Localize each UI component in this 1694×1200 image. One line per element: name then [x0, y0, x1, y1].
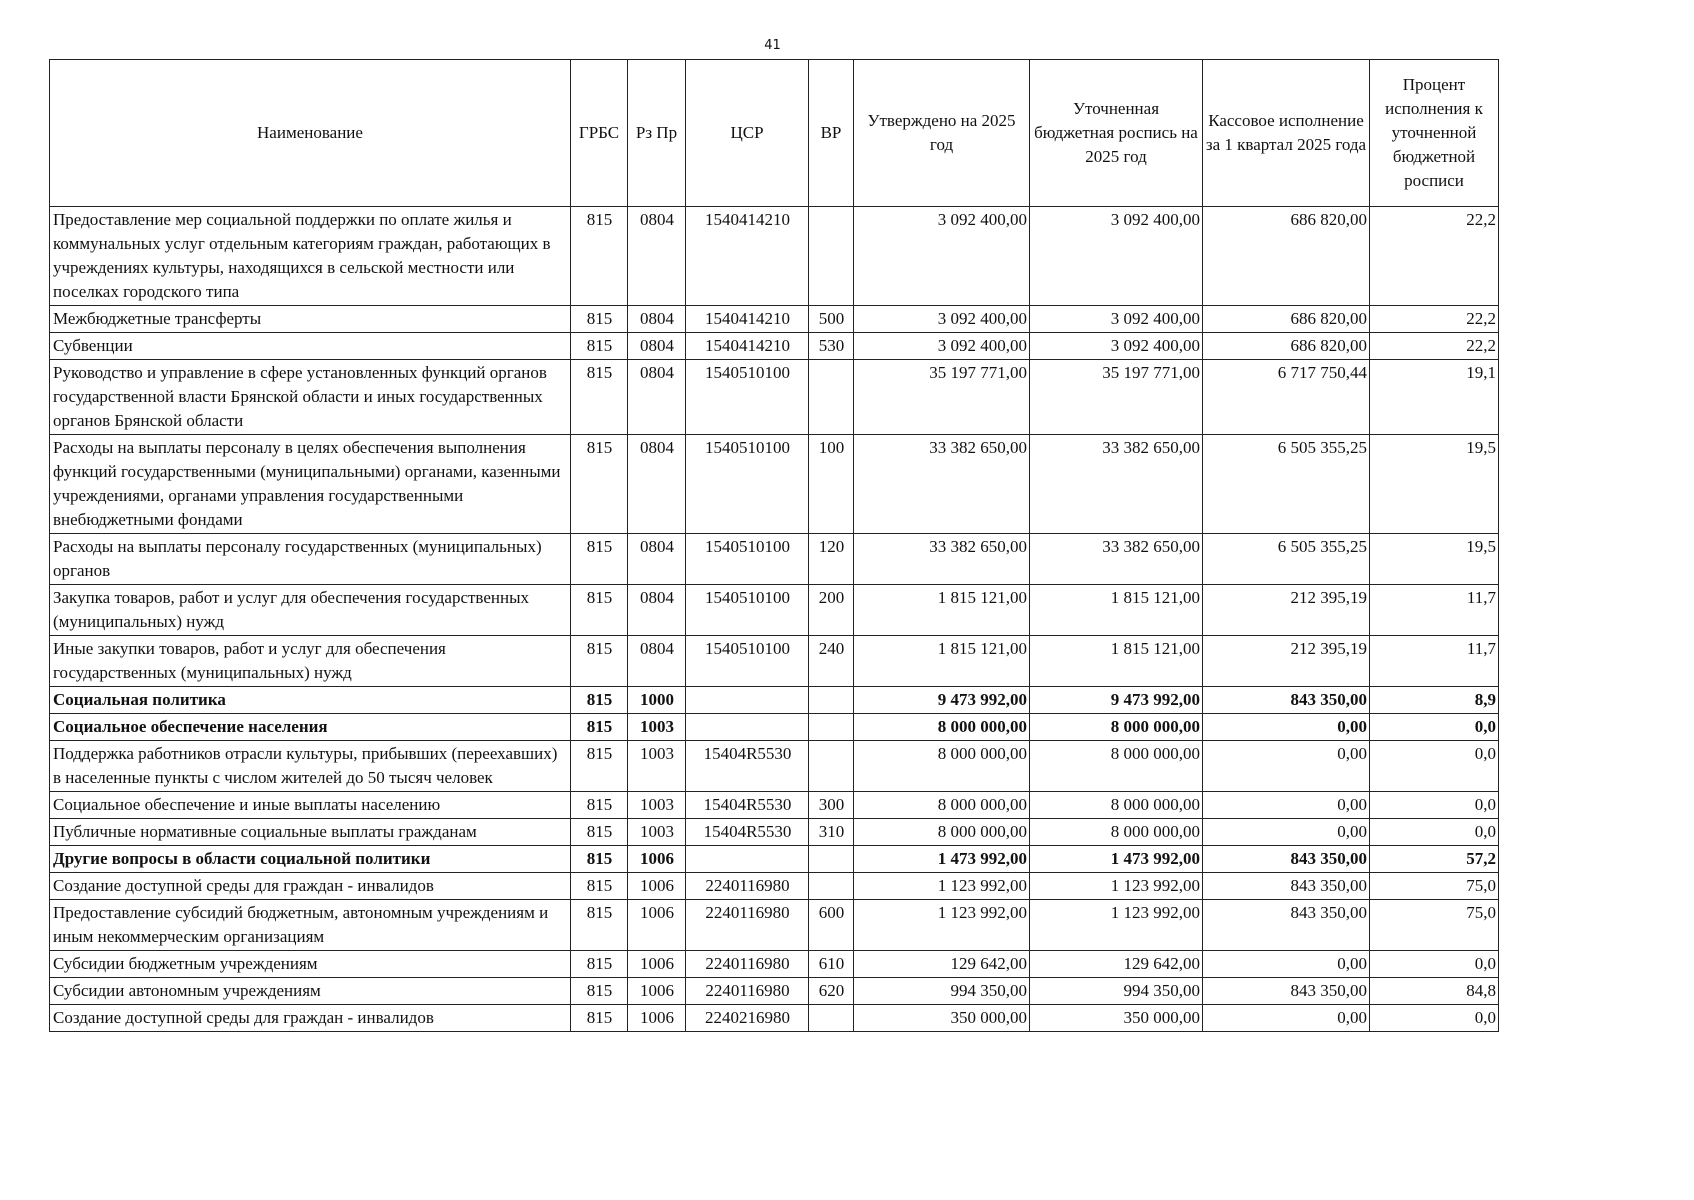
table-row	[50, 873, 1499, 900]
cell-csr: 1540510100	[686, 360, 809, 435]
cell-name: Расходы на выплаты персоналу в целях обеспечения выполнения функций государственными (муниципальными) органами, казенными учреждениями, органами управления государственными внебюджетными фондами	[50, 435, 571, 534]
cell-grbs: 815	[571, 792, 628, 819]
cell-grbs: 815	[571, 306, 628, 333]
cell-vr: 200	[809, 585, 854, 636]
header-name: Наименование	[50, 60, 571, 207]
cell-vr: 600	[809, 900, 854, 951]
cell-name: Субсидии бюджетным учреждениям	[50, 951, 571, 978]
cell-grbs: 815	[571, 1005, 628, 1032]
cell-percent: 0,0	[1370, 951, 1499, 978]
cell-approved: 8 000 000,00	[854, 741, 1030, 792]
cell-vr	[809, 741, 854, 792]
cell-vr: 530	[809, 333, 854, 360]
cell-refined: 350 000,00	[1030, 1005, 1203, 1032]
cell-grbs: 815	[571, 435, 628, 534]
cell-refined: 3 092 400,00	[1030, 306, 1203, 333]
cell-grbs: 815	[571, 687, 628, 714]
cell-approved: 350 000,00	[854, 1005, 1030, 1032]
cell-grbs: 815	[571, 951, 628, 978]
cell-csr: 2240116980	[686, 978, 809, 1005]
cell-cash: 686 820,00	[1203, 333, 1370, 360]
cell-approved: 129 642,00	[854, 951, 1030, 978]
table-row	[50, 792, 1499, 819]
cell-approved: 3 092 400,00	[854, 306, 1030, 333]
cell-approved: 1 123 992,00	[854, 873, 1030, 900]
cell-rzpr: 0804	[628, 333, 686, 360]
cell-name: Субвенции	[50, 333, 571, 360]
cell-csr: 15404R5530	[686, 741, 809, 792]
cell-cash: 686 820,00	[1203, 207, 1370, 306]
cell-refined: 129 642,00	[1030, 951, 1203, 978]
cell-cash: 843 350,00	[1203, 687, 1370, 714]
cell-refined: 8 000 000,00	[1030, 741, 1203, 792]
cell-percent: 22,2	[1370, 207, 1499, 306]
cell-rzpr: 1006	[628, 1005, 686, 1032]
cell-csr: 2240216980	[686, 1005, 809, 1032]
cell-cash: 686 820,00	[1203, 306, 1370, 333]
cell-csr	[686, 714, 809, 741]
cell-approved: 35 197 771,00	[854, 360, 1030, 435]
cell-grbs: 815	[571, 900, 628, 951]
cell-vr: 310	[809, 819, 854, 846]
cell-refined: 1 123 992,00	[1030, 873, 1203, 900]
cell-cash: 0,00	[1203, 792, 1370, 819]
table-row	[50, 306, 1499, 333]
header-grbs: ГРБС	[571, 60, 628, 207]
cell-rzpr: 1006	[628, 978, 686, 1005]
table-row	[50, 333, 1499, 360]
cell-name: Социальное обеспечение населения	[50, 714, 571, 741]
cell-grbs: 815	[571, 333, 628, 360]
cell-approved: 994 350,00	[854, 978, 1030, 1005]
cell-approved: 33 382 650,00	[854, 435, 1030, 534]
cell-rzpr: 0804	[628, 534, 686, 585]
table-row	[50, 741, 1499, 792]
cell-grbs: 815	[571, 714, 628, 741]
table-row	[50, 207, 1499, 306]
cell-csr: 15404R5530	[686, 819, 809, 846]
cell-rzpr: 0804	[628, 636, 686, 687]
cell-name: Предоставление мер социальной поддержки по оплате жилья и коммунальных услуг отдельным категориям граждан, работающих в учреждениях культуры, находящихся в сельской местности или поселках городского типа	[50, 207, 571, 306]
cell-vr: 500	[809, 306, 854, 333]
cell-name: Иные закупки товаров, работ и услуг для обеспечения государственных (муниципальных) нужд	[50, 636, 571, 687]
table-row	[50, 687, 1499, 714]
cell-cash: 843 350,00	[1203, 873, 1370, 900]
cell-rzpr: 0804	[628, 360, 686, 435]
cell-csr: 2240116980	[686, 951, 809, 978]
cell-rzpr: 1006	[628, 951, 686, 978]
cell-cash: 212 395,19	[1203, 636, 1370, 687]
header-approved: Утверждено на 2025 год	[854, 60, 1030, 207]
cell-rzpr: 0804	[628, 207, 686, 306]
cell-cash: 0,00	[1203, 1005, 1370, 1032]
cell-vr	[809, 360, 854, 435]
table-row	[50, 900, 1499, 951]
cell-vr: 240	[809, 636, 854, 687]
cell-name: Другие вопросы в области социальной политики	[50, 846, 571, 873]
cell-csr: 1540510100	[686, 534, 809, 585]
cell-vr	[809, 846, 854, 873]
table-row	[50, 435, 1499, 534]
cell-grbs: 815	[571, 585, 628, 636]
cell-vr	[809, 687, 854, 714]
cell-name: Предоставление субсидий бюджетным, автономным учреждениям и иным некоммерческим организациям	[50, 900, 571, 951]
cell-approved: 33 382 650,00	[854, 534, 1030, 585]
cell-csr: 2240116980	[686, 873, 809, 900]
cell-cash: 0,00	[1203, 714, 1370, 741]
cell-name: Социальная политика	[50, 687, 571, 714]
cell-approved: 1 123 992,00	[854, 900, 1030, 951]
cell-rzpr: 0804	[628, 585, 686, 636]
cell-rzpr: 1006	[628, 900, 686, 951]
cell-name: Расходы на выплаты персоналу государственных (муниципальных) органов	[50, 534, 571, 585]
page-number: 41	[764, 38, 781, 53]
cell-vr: 100	[809, 435, 854, 534]
header-csr: ЦСР	[686, 60, 809, 207]
cell-refined: 3 092 400,00	[1030, 333, 1203, 360]
cell-percent: 19,5	[1370, 435, 1499, 534]
cell-name: Публичные нормативные социальные выплаты гражданам	[50, 819, 571, 846]
cell-grbs: 815	[571, 534, 628, 585]
cell-cash: 6 505 355,25	[1203, 534, 1370, 585]
table-row	[50, 714, 1499, 741]
cell-vr	[809, 714, 854, 741]
cell-csr: 15404R5530	[686, 792, 809, 819]
cell-vr: 120	[809, 534, 854, 585]
cell-name: Создание доступной среды для граждан - инвалидов	[50, 873, 571, 900]
header-rzpr: Рз Пр	[628, 60, 686, 207]
cell-cash: 6 717 750,44	[1203, 360, 1370, 435]
cell-grbs: 815	[571, 978, 628, 1005]
cell-percent: 19,5	[1370, 534, 1499, 585]
cell-percent: 22,2	[1370, 333, 1499, 360]
header-vr: ВР	[809, 60, 854, 207]
cell-approved: 8 000 000,00	[854, 714, 1030, 741]
cell-rzpr: 0804	[628, 306, 686, 333]
cell-rzpr: 0804	[628, 435, 686, 534]
cell-rzpr: 1003	[628, 792, 686, 819]
cell-vr: 610	[809, 951, 854, 978]
cell-grbs: 815	[571, 207, 628, 306]
cell-approved: 3 092 400,00	[854, 333, 1030, 360]
cell-grbs: 815	[571, 819, 628, 846]
table-row	[50, 534, 1499, 585]
cell-refined: 33 382 650,00	[1030, 435, 1203, 534]
cell-percent: 0,0	[1370, 1005, 1499, 1032]
cell-approved: 3 092 400,00	[854, 207, 1030, 306]
cell-rzpr: 1006	[628, 873, 686, 900]
cell-cash: 0,00	[1203, 819, 1370, 846]
cell-percent: 0,0	[1370, 792, 1499, 819]
cell-cash: 843 350,00	[1203, 978, 1370, 1005]
cell-refined: 8 000 000,00	[1030, 714, 1203, 741]
cell-refined: 8 000 000,00	[1030, 792, 1203, 819]
table-body	[50, 207, 1499, 1032]
cell-percent: 84,8	[1370, 978, 1499, 1005]
cell-percent: 19,1	[1370, 360, 1499, 435]
cell-rzpr: 1003	[628, 741, 686, 792]
cell-vr	[809, 1005, 854, 1032]
header-percent: Процент исполнения к уточненной бюджетной росписи	[1370, 60, 1499, 207]
cell-vr: 620	[809, 978, 854, 1005]
cell-refined: 3 092 400,00	[1030, 207, 1203, 306]
cell-percent: 8,9	[1370, 687, 1499, 714]
table-row	[50, 846, 1499, 873]
cell-refined: 35 197 771,00	[1030, 360, 1203, 435]
table-row	[50, 636, 1499, 687]
cell-name: Поддержка работников отрасли культуры, прибывших (переехавших) в населенные пункты с числом жителей до 50 тысяч человек	[50, 741, 571, 792]
cell-approved: 9 473 992,00	[854, 687, 1030, 714]
cell-csr: 1540414210	[686, 333, 809, 360]
cell-csr: 1540510100	[686, 636, 809, 687]
cell-csr: 1540510100	[686, 435, 809, 534]
cell-cash: 212 395,19	[1203, 585, 1370, 636]
table-row	[50, 819, 1499, 846]
cell-refined: 1 123 992,00	[1030, 900, 1203, 951]
cell-approved: 1 815 121,00	[854, 636, 1030, 687]
cell-name: Субсидии автономным учреждениям	[50, 978, 571, 1005]
cell-vr	[809, 207, 854, 306]
header-refined: Уточненная бюджетная роспись на 2025 год	[1030, 60, 1203, 207]
cell-refined: 8 000 000,00	[1030, 819, 1203, 846]
cell-approved: 1 815 121,00	[854, 585, 1030, 636]
cell-refined: 9 473 992,00	[1030, 687, 1203, 714]
table-row	[50, 1005, 1499, 1032]
cell-name: Социальное обеспечение и иные выплаты населению	[50, 792, 571, 819]
cell-csr: 1540414210	[686, 306, 809, 333]
table-row	[50, 951, 1499, 978]
header-cash: Кассовое исполнение за 1 квартал 2025 года	[1203, 60, 1370, 207]
cell-percent: 75,0	[1370, 873, 1499, 900]
cell-percent: 0,0	[1370, 819, 1499, 846]
cell-refined: 1 473 992,00	[1030, 846, 1203, 873]
cell-name: Закупка товаров, работ и услуг для обеспечения государственных (муниципальных) нужд	[50, 585, 571, 636]
table-header-row	[50, 60, 1499, 207]
table-row	[50, 585, 1499, 636]
cell-grbs: 815	[571, 360, 628, 435]
cell-percent: 0,0	[1370, 741, 1499, 792]
cell-cash: 843 350,00	[1203, 846, 1370, 873]
cell-cash: 0,00	[1203, 951, 1370, 978]
cell-name: Межбюджетные трансферты	[50, 306, 571, 333]
cell-approved: 8 000 000,00	[854, 819, 1030, 846]
cell-cash: 6 505 355,25	[1203, 435, 1370, 534]
cell-cash: 0,00	[1203, 741, 1370, 792]
cell-rzpr: 1006	[628, 846, 686, 873]
cell-grbs: 815	[571, 846, 628, 873]
cell-rzpr: 1003	[628, 819, 686, 846]
cell-csr: 2240116980	[686, 900, 809, 951]
cell-refined: 1 815 121,00	[1030, 636, 1203, 687]
cell-cash: 843 350,00	[1203, 900, 1370, 951]
cell-name: Создание доступной среды для граждан - инвалидов	[50, 1005, 571, 1032]
cell-grbs: 815	[571, 636, 628, 687]
cell-csr	[686, 687, 809, 714]
cell-vr: 300	[809, 792, 854, 819]
cell-percent: 22,2	[1370, 306, 1499, 333]
cell-csr: 1540414210	[686, 207, 809, 306]
cell-grbs: 815	[571, 741, 628, 792]
cell-percent: 75,0	[1370, 900, 1499, 951]
cell-refined: 994 350,00	[1030, 978, 1203, 1005]
table-row	[50, 978, 1499, 1005]
cell-name: Руководство и управление в сфере установленных функций органов государственной власти Брянской области и иных государственных органов Брянской области	[50, 360, 571, 435]
cell-rzpr: 1000	[628, 687, 686, 714]
cell-grbs: 815	[571, 873, 628, 900]
cell-csr	[686, 846, 809, 873]
cell-percent: 11,7	[1370, 585, 1499, 636]
cell-percent: 0,0	[1370, 714, 1499, 741]
cell-percent: 11,7	[1370, 636, 1499, 687]
cell-approved: 1 473 992,00	[854, 846, 1030, 873]
cell-refined: 33 382 650,00	[1030, 534, 1203, 585]
cell-approved: 8 000 000,00	[854, 792, 1030, 819]
cell-percent: 57,2	[1370, 846, 1499, 873]
table-row	[50, 360, 1499, 435]
cell-vr	[809, 873, 854, 900]
budget-table	[49, 59, 1499, 1032]
cell-refined: 1 815 121,00	[1030, 585, 1203, 636]
cell-csr: 1540510100	[686, 585, 809, 636]
cell-rzpr: 1003	[628, 714, 686, 741]
